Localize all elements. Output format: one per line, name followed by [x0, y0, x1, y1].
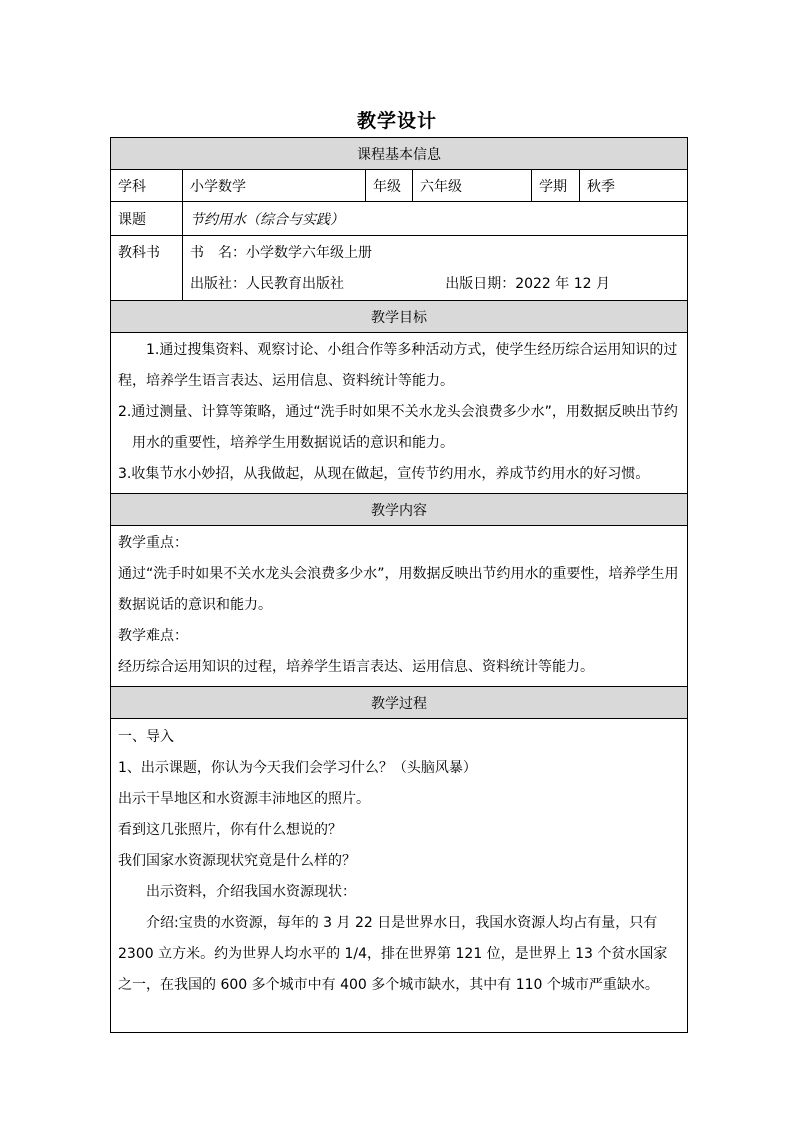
objective-item: 3.收集节水小妙招，从我做起，从现在做起，宣传节约用水，养成节约用水的好习惯。: [118, 466, 650, 482]
document-title: 教学设计: [356, 110, 437, 132]
process-header: 教学过程: [111, 687, 688, 719]
textbook-info: [183, 236, 688, 301]
topic-label: 课题: [111, 202, 183, 236]
process-line: 一、导入: [118, 729, 174, 745]
key-point-label: 教学重点：: [118, 535, 188, 551]
textbook-label: 教科书: [111, 236, 183, 301]
objectives-body: [111, 333, 688, 494]
content-header: 教学内容: [111, 494, 688, 526]
objectives-header: 教学目标: [111, 301, 688, 333]
term-label: 学期: [532, 170, 580, 202]
difficulty-label: 教学难点：: [118, 628, 188, 644]
process-line: 我们国家水资源现状究竟是什么样的？: [118, 853, 356, 869]
process-body: [111, 719, 688, 1033]
grade-value: 六年级: [413, 170, 532, 202]
topic-value: 节约用水（综合与实践）: [183, 202, 688, 236]
show-material-line: 出示资料，介绍我国水资源现状：: [146, 884, 356, 900]
process-line: 出示干旱地区和水资源丰沛地区的照片。: [118, 791, 370, 807]
publisher: 出版社：人民教育出版社: [190, 276, 344, 292]
term-value: 秋季: [580, 170, 688, 202]
objective-item: 1.通过搜集资料、观察讨论、小组合作等多种活动方式，使学生经历综合运用知识的过程，培养学生语言表达、运用信息、资料统计等能力。: [118, 342, 678, 389]
subject-label: 学科: [111, 170, 183, 202]
grade-label: 年级: [366, 170, 413, 202]
difficulty-text: 经历综合运用知识的过程，培养学生语言表达、运用信息、资料统计等能力。: [118, 659, 594, 675]
content-body: [111, 526, 688, 687]
book-name: 书 名：小学数学六年级上册: [190, 245, 372, 261]
publish-date: 出版日期：2022 年 12 月: [445, 276, 610, 292]
intro-paragraph: 介绍:宝贵的水资源，每年的 3 月 22 日是世界水日，我国水资源人均占有量，只有 2300 立方米。约为世界人均水平的 1/4，排在世界第 121 位，是世界上 13 个贫水国家之一，在我国的 600 多个城市中有 400 多个城市缺水，其中有 110 个城市严重缺水。: [118, 915, 668, 993]
key-point-text: 通过“洗手时如果不关水龙头会浪费多少水”，用数据反映出节约用水的重要性，培养学生用数据说话的意识和能力。: [118, 566, 679, 613]
subject-value: 小学数学: [183, 170, 366, 202]
process-line: 1、出示课题，你认为今天我们会学习什么？（头脑风暴）: [118, 760, 477, 776]
publisher-row: [190, 269, 680, 300]
process-line: 看到这几张照片，你有什么想说的？: [118, 822, 342, 838]
objective-item: 2.通过测量、计算等策略，通过“洗手时如果不关水龙头会浪费多少水”，用数据反映出节约用水的重要性，培养学生用数据说话的意识和能力。: [118, 404, 678, 451]
lesson-plan-table: [110, 137, 688, 1033]
course-info-header: 课程基本信息: [111, 138, 688, 170]
